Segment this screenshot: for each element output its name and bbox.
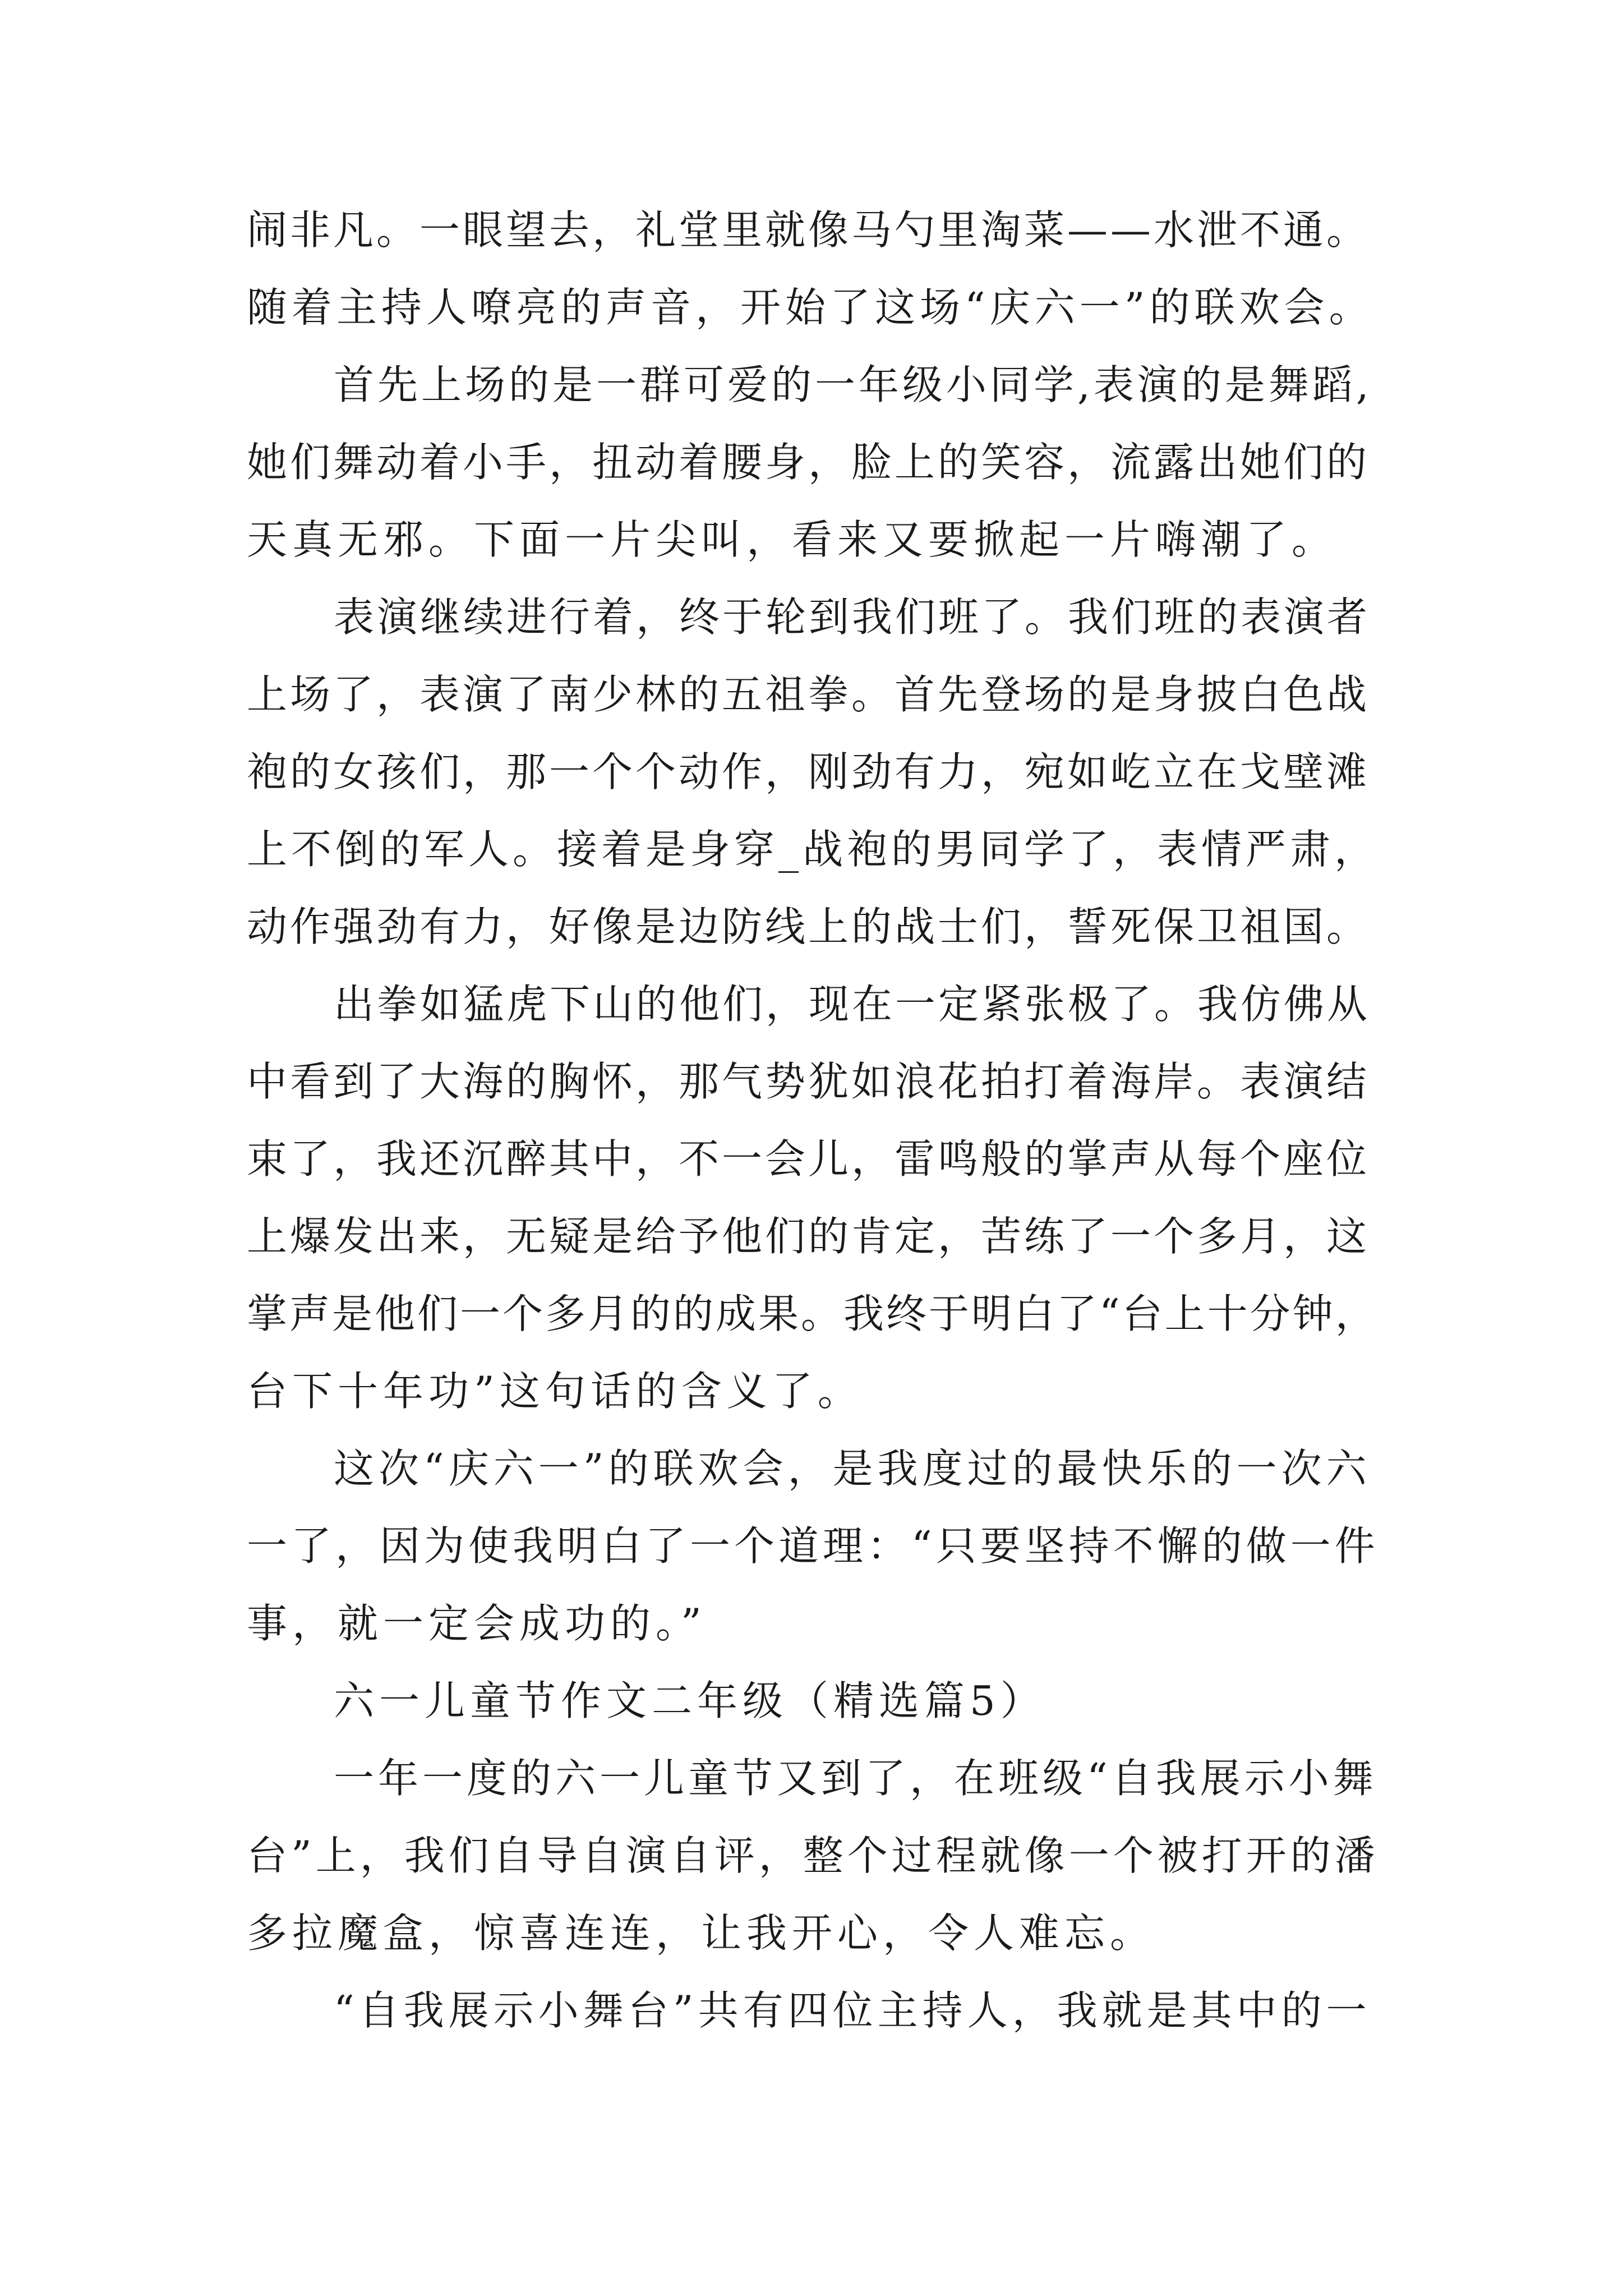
text-line: 多拉魔盒，惊喜连连，让我开心，令人难忘。	[247, 1910, 1156, 1957]
section-heading: 六一儿童节作文二年级（精选篇5）	[334, 1677, 1046, 1724]
text-line: 闹非凡。一眼望去，礼堂里就像马勺里淘菜——水泄不通。	[247, 206, 1370, 254]
text-line: 台下十年功”这句话的含义了。	[247, 1368, 863, 1415]
text-line: 这次“庆六一”的联欢会，是我度过的最快乐的一次六	[334, 1445, 1371, 1492]
text-line: 一年一度的六一儿童节又到了，在班级“自我展示小舞	[334, 1755, 1377, 1802]
text-line: 首先上场的是一群可爱的一年级小同学,表演的是舞蹈,	[334, 361, 1372, 408]
text-line: 束了，我还沉醉其中，不一会儿，雷鸣般的掌声从每个座位	[247, 1135, 1370, 1182]
text-line: 随着主持人嘹亮的声音，开始了这场“庆六一”的联欢会。	[247, 284, 1374, 331]
text-line: 上场了，表演了南少林的五祖拳。首先登场的是身披白色战	[247, 671, 1370, 718]
text-line: “自我展示小舞台”共有四位主持人，我就是其中的一	[334, 1987, 1371, 2034]
text-line: 动作强劲有力，好像是边防线上的战士们，誓死保卫祖国。	[247, 903, 1370, 950]
text-line: 中看到了大海的胸怀，那气势犹如浪花拍打着海岸。表演结	[247, 1058, 1370, 1105]
text-line: 上爆发出来，无疑是给予他们的肯定，苦练了一个多月，这	[247, 1213, 1370, 1260]
text-line: 表演继续进行着，终于轮到我们班了。我们班的表演者	[334, 593, 1371, 641]
text-line: 天真无邪。下面一片尖叫，看来又要掀起一片嗨潮了。	[247, 516, 1338, 563]
text-line: 出拳如猛虎下山的他们，现在一定紧张极了。我仿佛从	[334, 981, 1371, 1028]
text-line: 袍的女孩们，那一个个动作，刚劲有力，宛如屹立在戈壁滩	[247, 748, 1370, 795]
text-line: 她们舞动着小手，扭动着腰身，脸上的笑容，流露出她们的	[247, 439, 1370, 486]
text-line: 掌声是他们一个多月的的成果。我终于明白了“台上十分钟，	[247, 1290, 1378, 1337]
text-line: 一了，因为使我明白了一个道理：“只要坚持不懈的做一件	[247, 1522, 1379, 1570]
text-line: 台”上，我们自导自演自评，整个过程就像一个被打开的潘	[247, 1832, 1379, 1879]
text-line: 事，就一定会成功的。”	[247, 1600, 707, 1647]
text-line: 上不倒的军人。接着是身穿_战袍的男同学了，表情严肃，	[247, 826, 1379, 873]
